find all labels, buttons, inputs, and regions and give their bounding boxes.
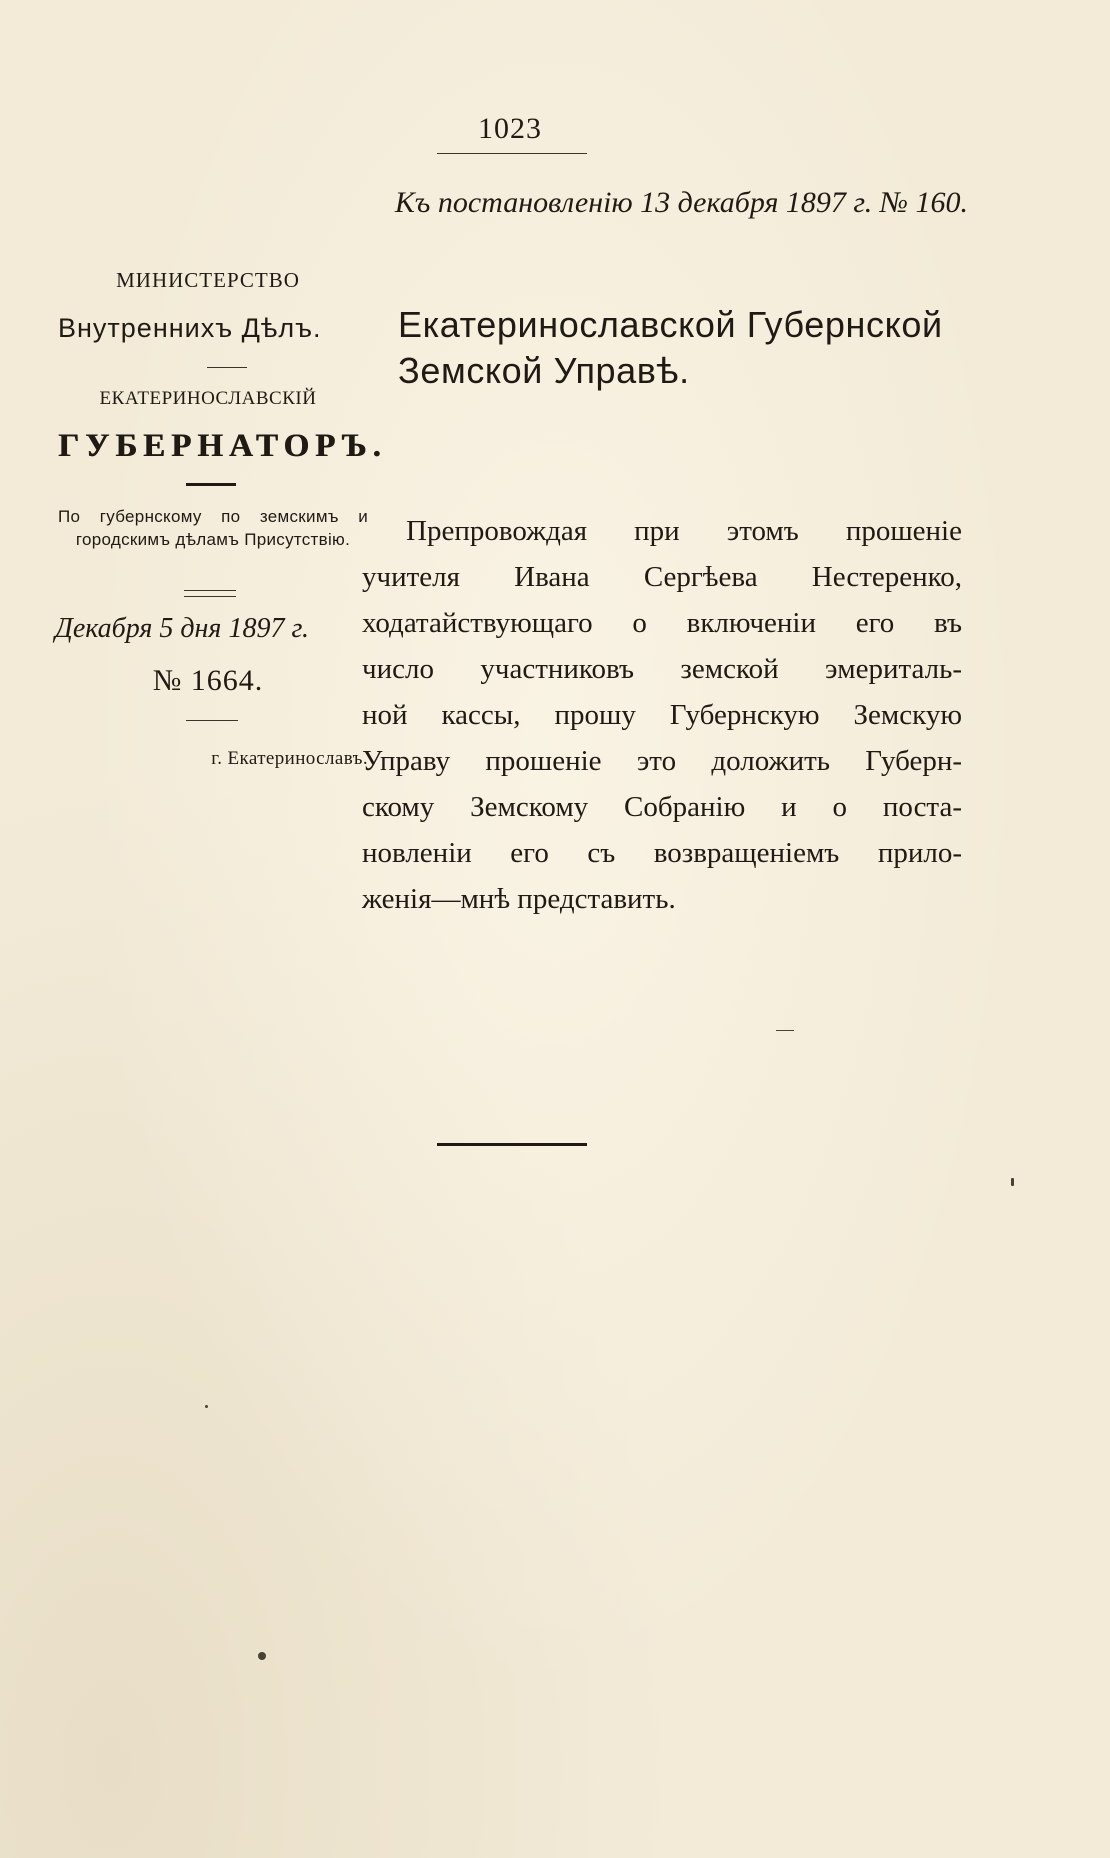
addressee-line-2: Земской Управѣ. [398,350,690,391]
body-line: скому Земскому Собранію и о поста- [362,791,962,823]
double-rule [184,590,236,597]
paper-speck [776,1030,794,1031]
governorate-label: ЕКАТЕРИНОСЛАВСКІЙ [99,388,317,409]
header-rule [437,153,587,154]
body-line: ходатайствующаго о включеніи его въ [362,607,962,639]
addressee [398,302,970,394]
letter-body [362,508,962,922]
body-line: женія—мнѣ представить. [362,883,676,915]
paper-speck [205,1405,208,1408]
body-line: число участниковъ земской эмериталь- [362,653,962,685]
ministry-label: МИНИСТЕРСТВО [116,268,300,292]
body-line: новленіи его съ возвращеніемъ прило- [362,837,962,869]
resolution-reference: Къ постановленію 13 декабря 1897 г. № 160. [394,186,968,219]
paper-speck [258,1652,266,1660]
body-line: Препровождая при этомъ прошеніе [406,515,962,547]
governor-rule [186,483,236,486]
separator-dash [207,367,247,368]
body-line: Управу прошеніе это доложить Губерн- [362,745,962,777]
governor-title: ГУБЕРНАТОРЪ. [58,428,387,464]
letter-city: г. Екатеринославъ. [211,748,368,769]
body-line: ной кассы, прошу Губернскую Земскую [362,699,962,731]
internal-affairs-label: Внутреннихъ Дѣлъ. [58,313,322,343]
paper-speck [1011,1178,1014,1186]
body-line: учителя Ивана Сергѣева Нестеренко, [362,561,962,593]
separator-dash-2 [186,720,238,721]
letter-date: Декабря 5 дня 1897 г. [55,613,309,644]
page-number: 1023 [478,112,542,145]
presence-note: По губернскому по земскимъ и городскимъ дѣламъ Присутствію. [58,507,368,549]
letter-number: № 1664. [152,664,264,697]
closing-rule [437,1143,587,1146]
addressee-line-1: Екатеринославской Губернской [398,304,943,345]
